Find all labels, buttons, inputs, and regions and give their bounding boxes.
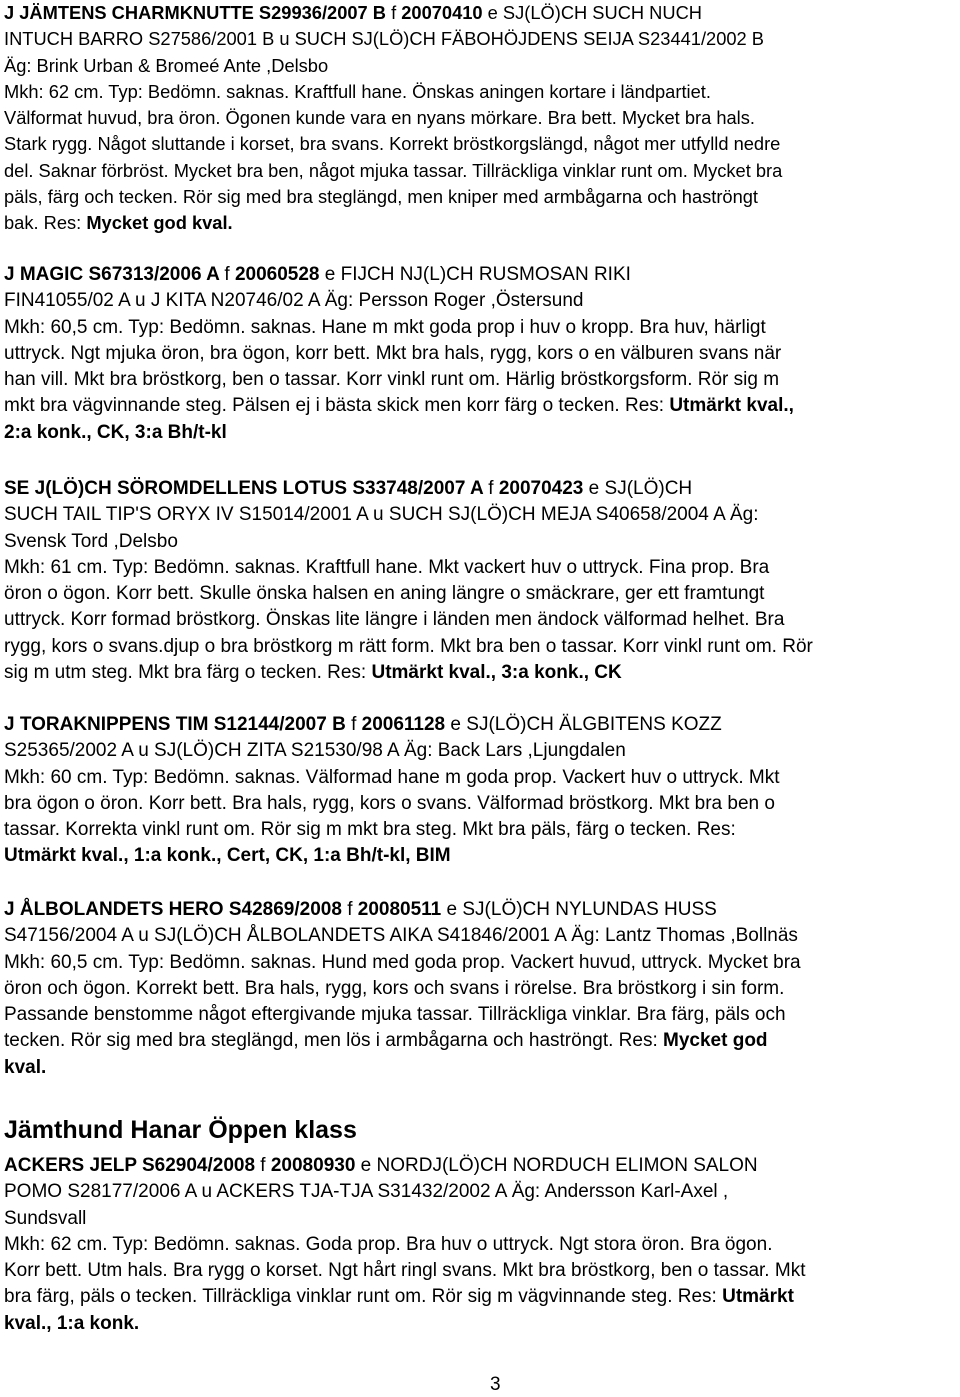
text-run: sig m utm steg. Mkt bra färg o tecken. Res: xyxy=(4,662,372,684)
text-run: bra ögon o öron. Korr bett. Bra hals, rygg, kors o svans. Välformad bröstkorg. Mkt bra ben o xyxy=(4,792,775,814)
text-line xyxy=(4,158,956,184)
text-run: Korr bett. Utm hals. Bra rygg o korset. Ngt hårt ringl svans. Mkt bra bröstkorg, ben o tassar. Mkt xyxy=(4,1260,806,1282)
text-line xyxy=(4,0,956,26)
bold-text-run: J MAGIC S67313/2006 A xyxy=(4,264,225,285)
bold-text-run: J ÅLBOLANDETS HERO S42869/2008 xyxy=(4,899,348,920)
text-run: päls, färg och tecken. Rör sig med bra steglängd, men kniper med armbågarna och haströngt xyxy=(4,186,759,208)
bold-text-run: Utmärkt xyxy=(722,1286,794,1308)
text-line xyxy=(4,607,956,633)
text-line xyxy=(4,1206,956,1232)
text-line xyxy=(4,1284,956,1310)
text-line xyxy=(4,1002,956,1028)
text-line xyxy=(4,315,956,341)
text-line xyxy=(4,393,956,419)
text-run: S25365/2002 A u SJ(LÖ)CH ZITA S21530/98 A Äg: Back Lars ,Ljungdalen xyxy=(4,740,626,762)
text-run: S47156/2004 A u SJ(LÖ)CH ÅLBOLANDETS AIKA S41846/2001 A Äg: Lantz Thomas ,Bollnäs xyxy=(4,925,798,947)
section-heading: Jämthund Hanar Öppen klass xyxy=(4,1116,357,1144)
text-run: f xyxy=(224,264,235,285)
text-run: f xyxy=(347,899,358,920)
text-line xyxy=(4,897,956,923)
text-line xyxy=(4,712,956,738)
bold-text-run: 20061128 xyxy=(361,714,446,735)
text-run: e SJ(LÖ)CH ÄLGBITENS KOZZ xyxy=(445,714,722,735)
text-run: e SJ(LÖ)CH NYLUNDAS HUSS xyxy=(441,899,717,920)
text-run: öron o ögon. Korr bett. Skulle önska halsen en aning längre o smäckrare, ger ett framtungt xyxy=(4,583,765,605)
text-run: Äg: Brink Urban & Bromeé Ante ,Delsbo xyxy=(4,54,329,76)
bold-text-run: J TORAKNIPPENS TIM S12144/2007 B xyxy=(4,714,352,735)
text-line xyxy=(4,791,956,817)
text-run: mkt bra vägvinnande steg. Pälsen ej i bästa skick men korr färg o tecken. Res: xyxy=(4,395,670,417)
text-run: f xyxy=(488,478,499,499)
text-line xyxy=(4,288,956,314)
text-run: Mkh: 62 cm. Typ: Bedömn. saknas. Kraftfull hane. Önskas aningen kortare i ländpartiet. xyxy=(4,80,711,102)
text-run: bak. Res: xyxy=(4,212,87,234)
text-run: e SJ(LÖ)CH SUCH NUCH xyxy=(482,2,702,23)
text-line xyxy=(4,581,956,607)
text-line xyxy=(4,262,956,288)
bold-text-run: 20080511 xyxy=(357,899,442,920)
text-line xyxy=(4,341,956,367)
text-line xyxy=(4,1258,956,1284)
bold-text-run: Utmärkt kval., 3:a konk. xyxy=(371,662,584,684)
text-run: f xyxy=(391,2,402,23)
bold-text-run: SE J(LÖ)CH SÖROMDELLENS LOTUS S33748/2007 A xyxy=(4,478,489,499)
text-run: Mkh: 60,5 cm. Typ: Bedömn. saknas. Hane m mkt goda prop i huv o kropp. Bra huv, härligt xyxy=(4,316,766,338)
text-line xyxy=(4,950,956,976)
text-run: tassar. Korrekta vinkl runt om. Rör sig m mkt bra steg. Mkt bra päls, färg o tecken. Res: xyxy=(4,819,736,841)
text-run: Mkh: 61 cm. Typ: Bedömn. saknas. Kraftfull hane. Mkt vackert huv o uttryck. Fina prop. Bra xyxy=(4,556,770,578)
text-run: uttryck. Ngt mjuka öron, bra ögon, korr bett. Mkt bra hals, rygg, kors o en välburen svans när xyxy=(4,342,782,364)
bold-text-run: J JÄMTENS CHARMKNUTTE S29936/2007 B xyxy=(4,2,392,23)
text-line xyxy=(4,420,956,446)
text-run: Mkh: 62 cm. Typ: Bedömn. saknas. Goda prop. Bra huv o uttryck. Ngt stora öron. Bra ögon. xyxy=(4,1233,773,1255)
text-line xyxy=(4,79,956,105)
text-run: f xyxy=(260,1155,271,1176)
text-line xyxy=(4,26,956,52)
text-line xyxy=(4,1311,956,1337)
text-run: han vill. Mkt bra bröstkorg, ben o tassar. Korr vinkl runt om. Härlig bröstkorgsform. Rör sig m xyxy=(4,369,780,391)
dog-entry-3 xyxy=(4,476,956,686)
text-run: Välformat huvud, bra öron. Ögonen kunde vara en nyans mörkare. Bra bett. Mycket bra hals. xyxy=(4,107,755,129)
text-run: f xyxy=(351,714,362,735)
text-line xyxy=(4,555,956,581)
bold-text-run: 20080930 xyxy=(270,1155,356,1176)
text-line xyxy=(4,53,956,79)
text-run: Stark rygg. Något sluttande i korset, bra svans. Korrekt bröstkorgslängd, något mer utfylld nedre xyxy=(4,133,781,155)
text-run: FIN41055/02 A u J KITA N20746/02 A Äg: Persson Roger ,Östersund xyxy=(4,290,584,312)
bold-text-run: , CK xyxy=(583,662,622,684)
text-line xyxy=(4,1179,956,1205)
dog-entry-6 xyxy=(4,1153,956,1337)
text-run: Mkh: 60 cm. Typ: Bedömn. saknas. Välformad hane m goda prop. Vackert huv o uttryck. Mkt xyxy=(4,766,780,788)
text-run: e FIJCH NJ(L)CH RUSMOSAN RIKI xyxy=(319,264,631,285)
text-line xyxy=(4,843,956,869)
text-run: rygg, kors o svans.djup o bra bröstkorg m rätt form. Mkt bra ben o tassar. Korr vinkl runt om. Rör xyxy=(4,635,813,657)
dog-entry-4 xyxy=(4,712,956,870)
text-line xyxy=(4,105,956,131)
bold-text-run: kval., 1:a konk. xyxy=(4,1312,140,1334)
text-line xyxy=(4,634,956,660)
text-run: Passande benstomme något eftergivande mjuka tassar. Tillräckliga vinklar. Bra färg, päls och xyxy=(4,1004,786,1026)
text-run: del. Saknar förbröst. Mycket bra ben, något mjuka tassar. Tillräckliga vinklar runt om. Mycket bra xyxy=(4,159,783,181)
text-run: e SJ(LÖ)CH xyxy=(583,478,693,499)
text-line xyxy=(4,1028,956,1054)
text-line xyxy=(4,1232,956,1258)
text-line xyxy=(4,367,956,393)
text-line xyxy=(4,976,956,1002)
bold-text-run: 2:a konk. xyxy=(4,421,87,443)
text-run: tecken. Rör sig med bra steglängd, men lös i armbågarna och haströngt. Res: xyxy=(4,1030,664,1052)
bold-text-run: kval. xyxy=(4,1056,47,1078)
bold-text-run: , Cert, CK, 1:a Bh/t-kl, BIM xyxy=(216,845,451,867)
bold-text-run: Utmärkt kval., 1:a konk. xyxy=(4,845,217,867)
text-run: INTUCH BARRO S27586/2001 B u SUCH SJ(LÖ)CH FÄBOHÖJDENS SEIJA S23441/2002 B xyxy=(4,28,764,50)
text-line xyxy=(4,476,956,502)
text-line xyxy=(4,660,956,686)
bold-text-run: Mycket god xyxy=(663,1030,768,1052)
text-run: öron och ögon. Korrekt bett. Bra hals, rygg, kors och svans i rörelse. Bra bröstkorg i sin form. xyxy=(4,977,785,999)
text-run: bra färg, päls o tecken. Tillräckliga vinklar runt om. Rör sig m vägvinnande steg. Res: xyxy=(4,1286,723,1308)
text-run: uttryck. Korr formad bröstkorg. Önskas lite längre i länden men ändock välformad helhet. Bra xyxy=(4,609,785,631)
dog-entry-5 xyxy=(4,897,956,1081)
text-line xyxy=(4,502,956,528)
bold-text-run: Utmärkt kval., xyxy=(669,395,794,417)
text-line xyxy=(4,529,956,555)
dog-entry-1 xyxy=(4,0,956,237)
text-run: POMO S28177/2006 A u ACKERS TJA-TJA S31432/2002 A Äg: Andersson Karl-Axel , xyxy=(4,1181,729,1203)
bold-text-run: 20070423 xyxy=(498,478,584,499)
text-run: Mkh: 60,5 cm. Typ: Bedömn. saknas. Hund med goda prop. Vackert huvud, uttryck. Mycket bra xyxy=(4,951,801,973)
page-number: 3 xyxy=(490,1374,501,1395)
bold-text-run: , CK, 3:a Bh/t-kl xyxy=(86,421,227,443)
text-line xyxy=(4,131,956,157)
text-line xyxy=(4,184,956,210)
dog-entry-2 xyxy=(4,262,956,446)
text-line xyxy=(4,765,956,791)
text-line xyxy=(4,1153,956,1179)
text-line xyxy=(4,817,956,843)
text-line xyxy=(4,923,956,949)
text-line xyxy=(4,1055,956,1081)
text-run: e NORDJ(LÖ)CH NORDUCH ELIMON SALON xyxy=(355,1155,758,1176)
bold-text-run: 20070410 xyxy=(401,2,483,23)
bold-text-run: ACKERS JELP S62904/2008 xyxy=(4,1155,261,1176)
text-run: Svensk Tord ,Delsbo xyxy=(4,530,178,552)
text-run: Sundsvall xyxy=(4,1207,87,1229)
bold-text-run: 20060528 xyxy=(234,264,320,285)
text-line xyxy=(4,210,956,236)
bold-text-run: Mycket god kval. xyxy=(86,212,233,234)
text-line xyxy=(4,738,956,764)
text-run: SUCH TAIL TIP'S ORYX IV S15014/2001 A u SUCH SJ(LÖ)CH MEJA S40658/2004 A Äg: xyxy=(4,504,759,526)
